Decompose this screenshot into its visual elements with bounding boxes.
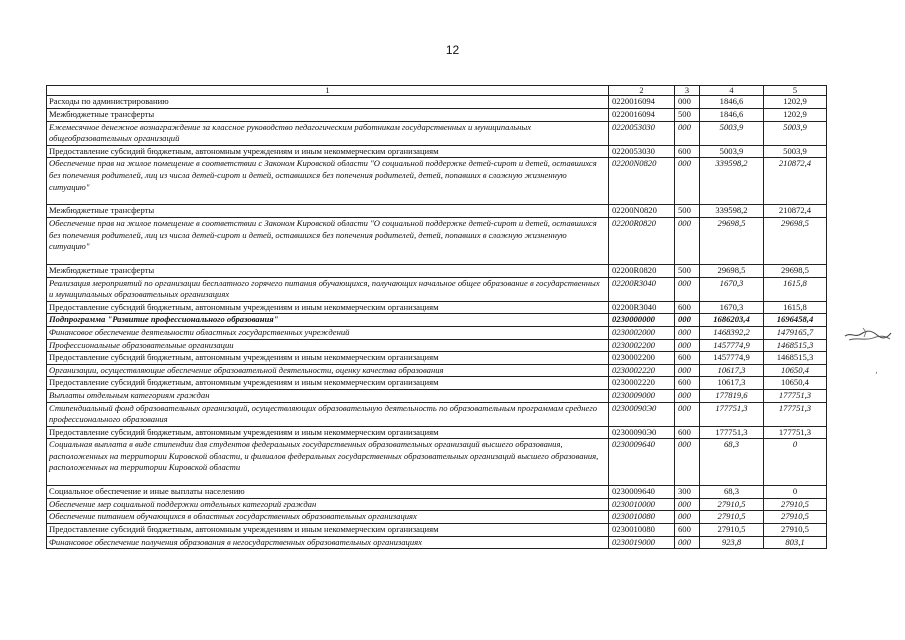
table-row [47,498,827,511]
row-type: 500 [675,264,700,277]
row-amount-1: 339598,2 [700,205,764,218]
row-amount-1: 339598,2 [700,158,764,205]
row-code: 0220016094 [609,96,675,109]
row-amount-2: 177751,3 [764,389,827,402]
row-amount-2: 1468515,3 [764,339,827,352]
table-row [47,326,827,339]
row-type: 000 [675,498,700,511]
table-header-row [47,86,827,96]
row-code: 0230002200 [609,352,675,365]
header-col-1: 1 [47,86,609,96]
row-description: Социальное обеспечение и иные выплаты населению [47,486,609,499]
row-amount-2: 1696458,4 [764,314,827,327]
row-code: 0230002220 [609,377,675,390]
row-amount-2: 0 [764,486,827,499]
row-type: 000 [675,402,700,426]
table-row [47,377,827,390]
row-amount-2: 177751,3 [764,402,827,426]
row-type: 000 [675,536,700,549]
row-amount-2: 27910,5 [764,498,827,511]
row-code: 02200N0820 [609,205,675,218]
row-amount-1: 10617,3 [700,377,764,390]
row-description: Обеспечение прав на жилое помещение в соответствии с Законом Кировской области "О социальной поддержке детей-сирот и детей, оставшихся без попечения родителей, лиц из числа детей-сирот и детей, оставшихся без попечения родителей, детей, попавших в сложную жизненную ситуацию" [47,217,609,264]
row-description: Предоставление субсидий бюджетным, автономным учреждениям и иным некоммерческим организациям [47,524,609,537]
row-code: 0230009640 [609,439,675,486]
table-row [47,402,827,426]
row-description: Профессиональные образовательные организации [47,339,609,352]
table-row [47,121,827,145]
row-type: 600 [675,426,700,439]
margin-dot: , [875,366,878,376]
row-description: Организации, осуществляющие обеспечение образовательной деятельности, оценку качества образования [47,364,609,377]
row-description: Социальная выплата в виде стипендии для студентов федеральных государственных образовательных организаций высшего образования, расположенных на территории Кировской области, и филиалов федеральных государственных образовательных организаций высшего образования, расположенных на территории Кировской области [47,439,609,486]
header-col-5: 5 [764,86,827,96]
table-body [47,96,827,549]
row-amount-1: 5003,9 [700,145,764,158]
row-amount-2: 210872,4 [764,158,827,205]
row-amount-2: 1468515,3 [764,352,827,365]
table-row [47,439,827,486]
row-amount-2: 29698,5 [764,217,827,264]
row-amount-1: 1846,6 [700,96,764,109]
row-amount-2: 5003,9 [764,121,827,145]
row-type: 000 [675,314,700,327]
row-amount-2: 27910,5 [764,524,827,537]
row-amount-2: 1479165,7 [764,326,827,339]
row-code: 02300090Э0 [609,402,675,426]
row-amount-1: 1686203,4 [700,314,764,327]
row-code: 0220016094 [609,109,675,122]
margin-scribble-mark [843,322,893,348]
row-description: Подпрограмма "Развитие профессионального образования" [47,314,609,327]
budget-table [46,85,827,549]
row-amount-2: 10650,4 [764,377,827,390]
row-code: 0220053030 [609,121,675,145]
table-row [47,426,827,439]
row-code: 02200R3040 [609,301,675,314]
row-amount-1: 68,3 [700,439,764,486]
row-amount-2: 210872,4 [764,205,827,218]
table-row [47,511,827,524]
row-amount-1: 923,8 [700,536,764,549]
row-description: Межбюджетные трансферты [47,264,609,277]
row-type: 000 [675,389,700,402]
row-description: Предоставление субсидий бюджетным, автономным учреждениям и иным некоммерческим организациям [47,145,609,158]
row-amount-2: 10650,4 [764,364,827,377]
row-type: 000 [675,511,700,524]
row-type: 000 [675,364,700,377]
table-row [47,301,827,314]
table-row [47,145,827,158]
row-description: Стипендиальный фонд образовательных организаций, осуществляющих образовательную деятельность по образовательным программам среднего профессионального образования [47,402,609,426]
row-amount-1: 27910,5 [700,498,764,511]
table-row [47,524,827,537]
row-amount-1: 68,3 [700,486,764,499]
row-amount-1: 177751,3 [700,426,764,439]
row-amount-2: 1615,8 [764,301,827,314]
row-amount-1: 1670,3 [700,277,764,301]
table-row [47,486,827,499]
row-amount-2: 803,1 [764,536,827,549]
table-row [47,314,827,327]
row-code: 0230002200 [609,339,675,352]
row-amount-1: 1670,3 [700,301,764,314]
row-type: 600 [675,145,700,158]
row-type: 000 [675,217,700,264]
row-amount-1: 1457774,9 [700,352,764,365]
row-code: 02200R0820 [609,264,675,277]
row-description: Межбюджетные трансферты [47,205,609,218]
row-code: 0230002000 [609,326,675,339]
row-amount-1: 5003,9 [700,121,764,145]
row-type: 500 [675,109,700,122]
row-amount-2: 27910,5 [764,511,827,524]
row-code: 0230000000 [609,314,675,327]
row-type: 600 [675,377,700,390]
row-amount-2: 177751,3 [764,426,827,439]
row-type: 600 [675,301,700,314]
row-amount-1: 1846,6 [700,109,764,122]
row-code: 0230002220 [609,364,675,377]
row-code: 02300090Э0 [609,426,675,439]
table-row [47,158,827,205]
row-code: 0230010000 [609,498,675,511]
header-col-4: 4 [700,86,764,96]
table-row [47,364,827,377]
row-amount-1: 1468392,2 [700,326,764,339]
row-type: 000 [675,158,700,205]
row-description: Предоставление субсидий бюджетным, автономным учреждениям и иным некоммерческим организациям [47,377,609,390]
table-row [47,352,827,365]
row-type: 000 [675,96,700,109]
row-type: 600 [675,524,700,537]
row-type: 000 [675,439,700,486]
row-amount-1: 29698,5 [700,217,764,264]
table-row [47,389,827,402]
row-amount-2: 0 [764,439,827,486]
table-row [47,264,827,277]
row-description: Обеспечение мер социальной поддержки отдельных категорий граждан [47,498,609,511]
row-amount-1: 27910,5 [700,511,764,524]
row-code: 0230009000 [609,389,675,402]
row-code: 02200N0820 [609,158,675,205]
table-row [47,96,827,109]
table-row [47,217,827,264]
page-number: 12 [445,43,460,57]
table-row [47,277,827,301]
row-type: 000 [675,121,700,145]
row-description: Межбюджетные трансферты [47,109,609,122]
row-type: 000 [675,339,700,352]
row-description: Финансовое обеспечение деятельности областных государственных учреждений [47,326,609,339]
row-code: 0230010080 [609,511,675,524]
row-description: Предоставление субсидий бюджетным, автономным учреждениям и иным некоммерческим организациям [47,301,609,314]
row-description: Обеспечение питанием обучающихся в областных государственных образовательных организациях [47,511,609,524]
row-amount-2: 1615,8 [764,277,827,301]
row-code: 0230019000 [609,536,675,549]
row-amount-1: 27910,5 [700,524,764,537]
row-description: Предоставление субсидий бюджетным, автономным учреждениям и иным некоммерческим организациям [47,426,609,439]
row-amount-1: 177751,3 [700,402,764,426]
row-code: 02200R3040 [609,277,675,301]
row-code: 0230009640 [609,486,675,499]
row-description: Предоставление субсидий бюджетным, автономным учреждениям и иным некоммерческим организациям [47,352,609,365]
row-description: Обеспечение прав на жилое помещение в соответствии с Законом Кировской области "О социальной поддержке детей-сирот и детей, оставшихся без попечения родителей, лиц из числа детей-сирот и детей, оставшихся без попечения родителей, детей, попавших в сложную жизненную ситуацию" [47,158,609,205]
row-description: Финансовое обеспечение получения образования в негосударственных образовательных организациях [47,536,609,549]
row-description: Ежемесячное денежное вознаграждение за классное руководство педагогическим работникам государственных и муниципальных общеобразовательных организаций [47,121,609,145]
row-description: Реализация мероприятий по организации бесплатного горячего питания обучающихся, получающих начальное общее образование в государственных и муниципальных образовательных организациях [47,277,609,301]
row-type: 600 [675,352,700,365]
row-code: 0220053030 [609,145,675,158]
row-amount-2: 1202,9 [764,109,827,122]
table-row [47,339,827,352]
row-amount-2: 1202,9 [764,96,827,109]
row-amount-2: 29698,5 [764,264,827,277]
row-amount-1: 10617,3 [700,364,764,377]
header-col-2: 2 [609,86,675,96]
table-row [47,205,827,218]
table-row [47,536,827,549]
row-amount-2: 5003,9 [764,145,827,158]
row-type: 000 [675,277,700,301]
row-amount-1: 29698,5 [700,264,764,277]
table-row [47,109,827,122]
row-type: 500 [675,205,700,218]
row-amount-1: 177819,6 [700,389,764,402]
row-code: 0230010080 [609,524,675,537]
row-description: Выплаты отдельным категориям граждан [47,389,609,402]
row-description: Расходы по администрированию [47,96,609,109]
row-amount-1: 1457774,9 [700,339,764,352]
header-col-3: 3 [675,86,700,96]
row-type: 000 [675,326,700,339]
row-type: 300 [675,486,700,499]
row-code: 02200R0820 [609,217,675,264]
